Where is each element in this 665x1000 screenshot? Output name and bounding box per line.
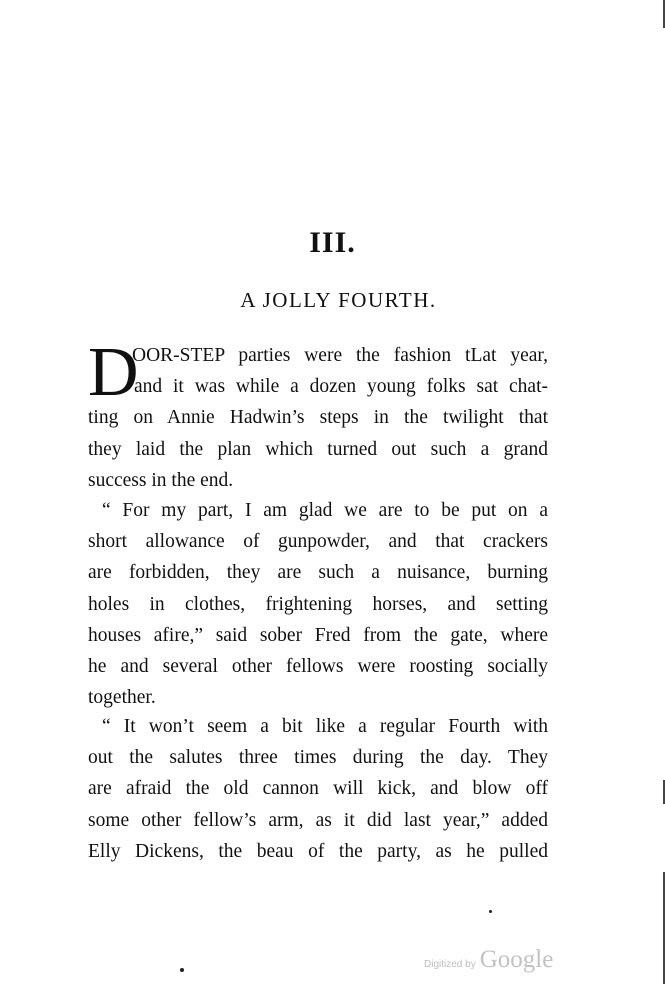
watermark-prefix: Digitized by xyxy=(424,959,476,970)
google-logo: Google xyxy=(479,946,554,973)
text-line: together. xyxy=(88,687,156,709)
text-line: he and several other fellows were roosting socially xyxy=(88,655,548,677)
text-line: OOR-STEP parties were the fashion tLat year, xyxy=(132,345,548,366)
drop-cap: D xyxy=(88,334,139,411)
text-line: success in the end. xyxy=(88,469,234,491)
paragraph-1 xyxy=(88,334,548,496)
chapter-number: III. xyxy=(309,226,356,259)
text-line: “ It won’t seem a bit like a regular Fourth with xyxy=(102,716,548,737)
text-line: and it was while a dozen young folks sat chat- xyxy=(134,376,548,398)
text-line: ting on Annie Hadwin’s steps in the twilight that xyxy=(88,407,548,429)
text-line: are forbidden, they are such a nuisance, burning xyxy=(88,562,548,584)
text-line: Elly Dickens, the beau of the party, as he pulled xyxy=(88,840,548,862)
text-line: out the salutes three times during the day. They xyxy=(88,747,548,769)
text-line: “ For my part, I am glad we are to be put on a xyxy=(102,500,548,521)
paragraph-2 xyxy=(88,495,548,713)
text-line: some other fellow’s arm, as it did last year,” added xyxy=(88,809,548,831)
text-line: are afraid the old cannon will kick, and blow off xyxy=(88,778,548,800)
ink-speck xyxy=(489,910,492,913)
text-line: houses afire,” said sober Fred from the gate, where xyxy=(88,624,548,646)
text-line: they laid the plan which turned out such a grand xyxy=(88,438,548,460)
ink-speck xyxy=(180,968,184,972)
paragraph-3 xyxy=(88,711,548,867)
chapter-title: A JOLLY FOURTH. xyxy=(240,288,437,312)
text-line: short allowance of gunpowder, and that crackers xyxy=(88,531,548,553)
digitized-watermark xyxy=(424,946,553,976)
text-line: holes in clothes, frightening horses, and setting xyxy=(88,593,548,615)
